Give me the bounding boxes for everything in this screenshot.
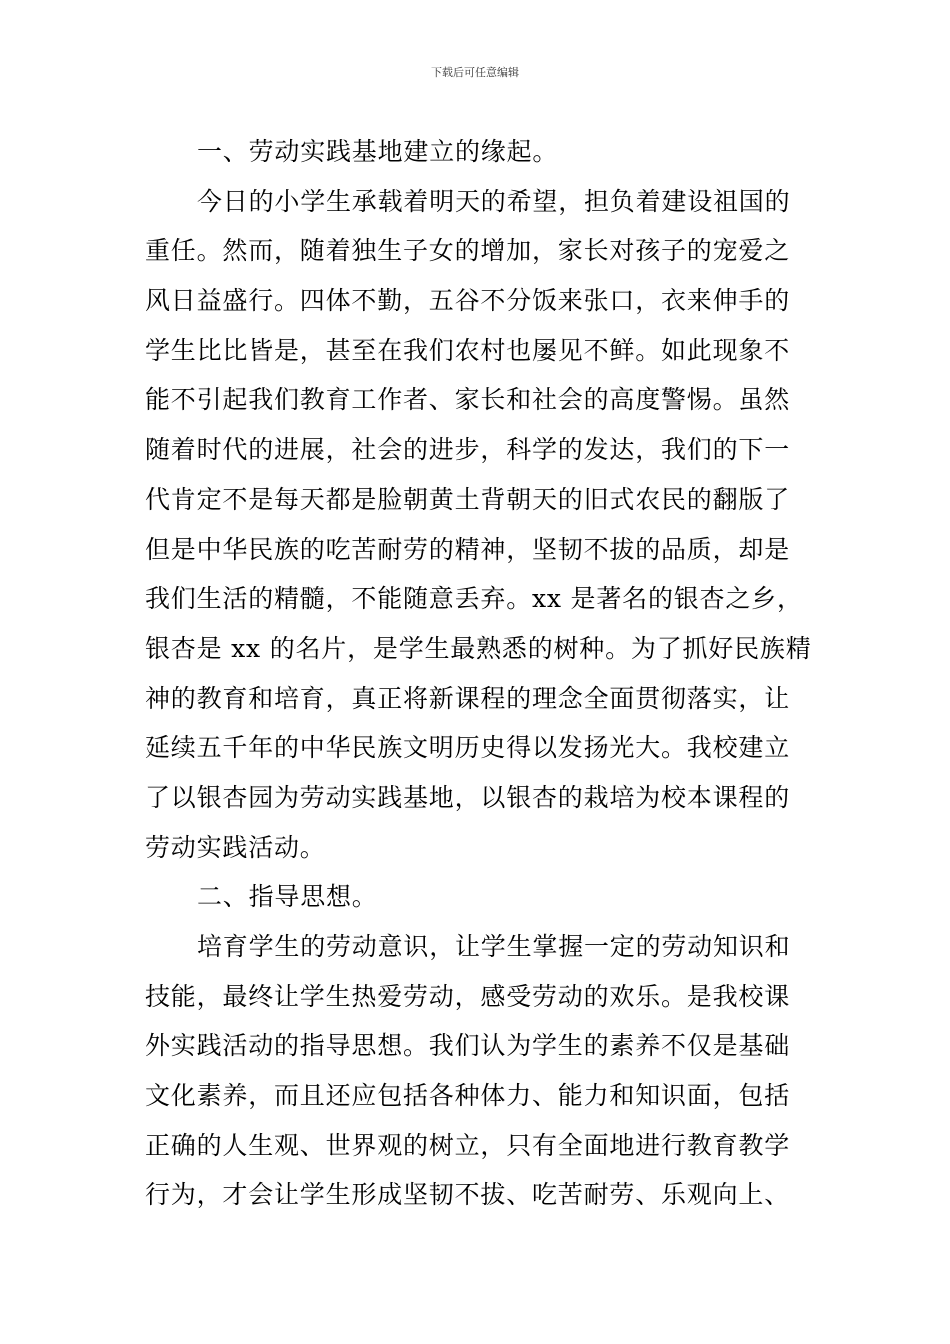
paragraph-line: 能不引起我们教育工作者、家长和社会的高度警惕。虽然	[145, 385, 791, 415]
paragraph-line: 劳动实践活动。	[145, 832, 326, 862]
paragraph-line: 延续五千年的中华民族文明历史得以发扬光大。我校建立	[145, 733, 791, 763]
paragraph-line: 培育学生的劳动意识，让学生掌握一定的劳动知识和	[197, 932, 791, 961]
section-heading: 二、指导思想。	[197, 882, 378, 912]
paragraph-line: 银杏是 xx 的名片，是学生最熟悉的树种。为了抓好民族精	[145, 633, 812, 663]
page-header: 下载后可任意编辑	[431, 66, 519, 79]
paragraph-line: 技能，最终让学生热爱劳动，感受劳动的欢乐。是我校课	[145, 981, 791, 1011]
paragraph-line: 了以银杏园为劳动实践基地，以银杏的栽培为校本课程的	[145, 782, 791, 812]
paragraph-line: 代肯定不是每天都是脸朝黄土背朝天的旧式农民的翻版了	[145, 484, 791, 514]
paragraph-line: 文化素养，而且还应包括各种体力、能力和知识面，包括	[145, 1081, 791, 1111]
paragraph-line: 随着时代的进展，社会的进步，科学的发达，我们的下一	[145, 435, 791, 465]
paragraph-line: 风日益盛行。四体不勤，五谷不分饭来张口，衣来伸手的	[145, 286, 791, 316]
paragraph-line: 重任。然而，随着独生子女的增加，家长对孩子的宠爱之	[145, 236, 791, 266]
paragraph-line: 但是中华民族的吃苦耐劳的精神，坚韧不拔的品质，却是	[145, 534, 791, 564]
paragraph-line: 正确的人生观、世界观的树立，只有全面地进行教育教学	[145, 1130, 791, 1160]
paragraph-line: 学生比比皆是，甚至在我们农村也屡见不鲜。如此现象不	[145, 335, 791, 365]
paragraph-line: 外实践活动的指导思想。我们认为学生的素养不仅是基础	[145, 1031, 791, 1061]
paragraph-line: 神的教育和培育，真正将新课程的理念全面贯彻落实，让	[145, 683, 791, 713]
paragraph-line: 行为，才会让学生形成坚韧不拔、吃苦耐劳、乐观向上、	[145, 1180, 791, 1210]
section-heading: 一、劳动实践基地建立的缘起。	[197, 137, 559, 166]
paragraph-line: 今日的小学生承载着明天的希望，担负着建设祖国的	[197, 186, 791, 216]
document-body	[145, 127, 812, 1220]
paragraph-line: 我们生活的精髓，不能随意丢弃。xx 是著名的银杏之乡，	[145, 584, 803, 614]
